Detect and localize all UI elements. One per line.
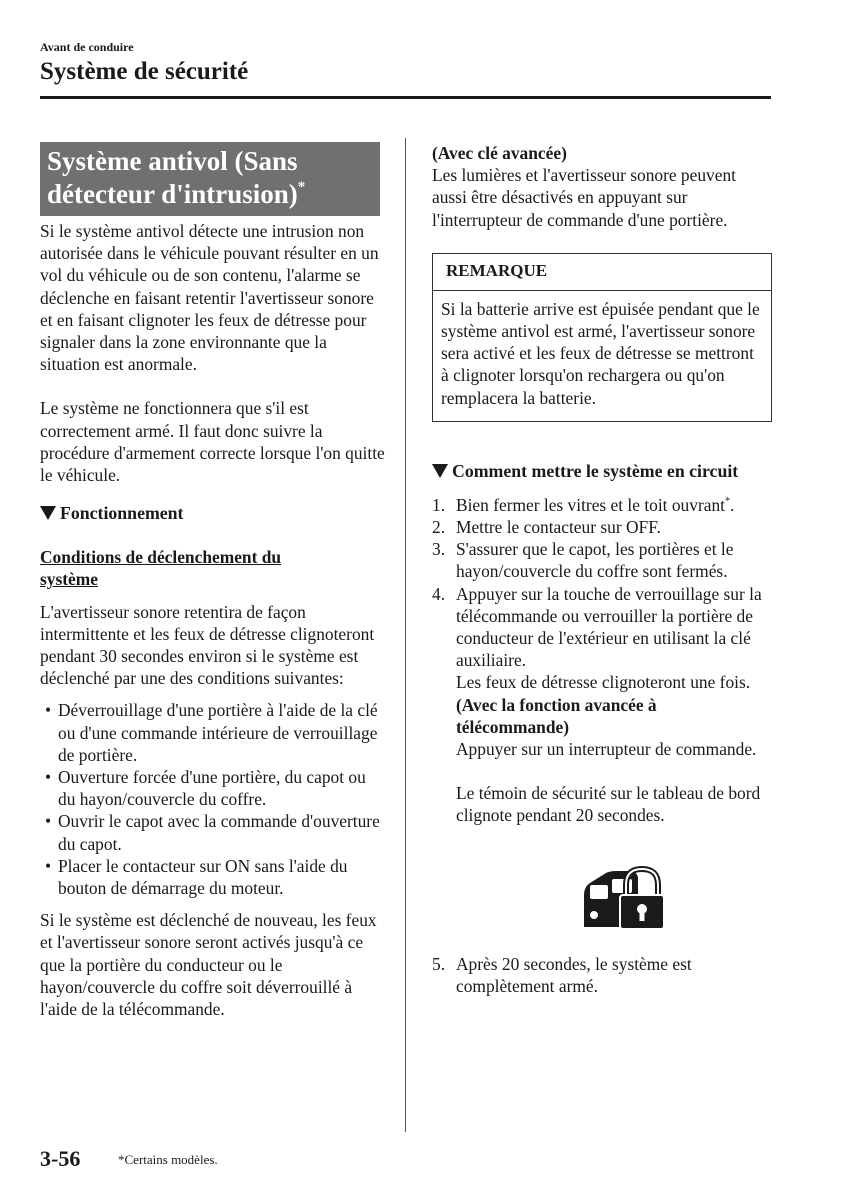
list-item (432, 494, 772, 516)
bullet-icon: • (45, 811, 52, 832)
step-text: Bien fermer les vitres et le toit ouvrant (456, 494, 725, 515)
list-item (432, 516, 772, 538)
page-number: 3-56 (40, 1146, 81, 1171)
trigger-conditions-heading: Conditions de déclenchement du système (40, 547, 282, 590)
advanced-key-heading: (Avec clé avancée) (432, 143, 567, 163)
step-advanced-heading: (Avec la fonction avancée à télécommande) (456, 694, 657, 737)
right-column (432, 142, 772, 997)
section-title: Système antivol (Sans détecteur d'intrusion) (47, 146, 298, 209)
security-indicator-icon (578, 865, 668, 933)
step-text-hazard: Les feux de détresse clignoteront une fois. (456, 672, 751, 693)
subheading-operation-label: Fonctionnement (60, 503, 184, 524)
trigger-list (40, 699, 385, 899)
trigger-paragraph: L'avertisseur sonore retentira de façon intermittente et les feux de détresse clignoteront pendant 30 secondes environ si le système est déclenché par une des conditions suivantes: (40, 601, 375, 689)
note-box (432, 253, 772, 422)
section-asterisk: * (297, 179, 306, 195)
subheading-operation (40, 502, 385, 524)
note-text: Si la batterie arrive est épuisée pendant que le système antivol est armé, l'avertisseur sonore sera activé et les feux de détresse se mettront à clignoter lorsqu'on rechargera ou qu'on remplacera la batterie. (441, 298, 760, 408)
section-title-box (40, 142, 380, 216)
step-number: 5. (432, 953, 446, 974)
step-number: 4. (432, 583, 446, 604)
list-item-text: Ouvrir le capot avec la commande d'ouverture du capot. (58, 811, 380, 854)
retrigger-paragraph: Si le système est déclenché de nouveau, les feux et l'avertisseur sonore seront activés jusqu'à ce que la portière du conducteur ou le hayon/couvercle du coffre soit déverrouillé à l'aide de la télécommande. (40, 910, 377, 1020)
subheading-arm (432, 460, 772, 482)
bullet-icon: • (45, 767, 52, 788)
list-item (40, 766, 385, 810)
armed-paragraph: Le système ne fonctionnera que s'il est correctement armé. Il faut donc suivre la procédure d'armement correcte lorsque l'on quitte le véhicule. (40, 398, 385, 486)
step-text: Après 20 secondes, le système est complètement armé. (456, 953, 692, 996)
step-number: 3. (432, 539, 446, 560)
header-divider (40, 96, 771, 99)
step-text-switch: Appuyer sur un interrupteur de commande. (456, 739, 757, 760)
step-number: 2. (432, 517, 446, 538)
list-item (40, 855, 385, 899)
list-item (40, 810, 385, 854)
chapter-label: Avant de conduire (40, 40, 134, 54)
list-item-text: Placer le contacteur sur ON sans l'aide du bouton de démarrage du moteur. (58, 855, 348, 899)
triangle-down-icon (432, 464, 448, 478)
step-asterisk: * (725, 495, 730, 507)
note-title: REMARQUE (433, 254, 771, 291)
triangle-down-icon (40, 506, 56, 520)
step-text: Appuyer sur la touche de verrouillage sur la télécommande ou verrouiller la portière de conducteur de l'extérieur en utilisant la clé auxiliaire. (456, 583, 762, 671)
footnote: *Certains modèles. (118, 1152, 218, 1167)
step-text: S'assurer que le capot, les portières et le hayon/couvercle du coffre sont fermés. (456, 539, 734, 582)
intro-paragraph: Si le système antivol détecte une intrusion non autorisée dans le véhicule pouvant résulter en un vol du véhicule ou de son contenu, l'alarme se déclenche en faisant retentir l'avertisseur sonore et en faisant clignoter les feux de détresse pour signaler dans la zone environnante que la situation est anormale. (40, 221, 379, 375)
left-column (40, 142, 385, 1020)
subheading-arm-label: Comment mettre le système en circuit (452, 460, 739, 481)
list-item (40, 699, 385, 766)
page-title: Système de sécurité (40, 58, 249, 85)
list-item (432, 953, 772, 997)
bullet-icon: • (45, 855, 52, 876)
arming-steps (432, 494, 772, 997)
step-text-indicator: Le témoin de sécurité sur le tableau de bord clignote pendant 20 secondes. (456, 783, 761, 826)
column-divider (405, 138, 406, 1132)
list-item (432, 538, 772, 582)
step-number: 1. (432, 494, 446, 515)
step-end: . (730, 494, 735, 515)
list-item-text: Déverrouillage d'une portière à l'aide de la clé ou d'une commande intérieure de verrouillage de portière. (58, 700, 378, 765)
list-item-text: Ouverture forcée d'une portière, du capot ou du hayon/couvercle du coffre. (58, 767, 366, 810)
step-text: Mettre le contacteur sur OFF. (456, 517, 661, 538)
advanced-key-paragraph: Les lumières et l'avertisseur sonore peuvent aussi être désactivés en appuyant sur l'interrupteur de commande d'une portière. (432, 165, 736, 230)
list-item (432, 583, 772, 933)
bullet-icon: • (45, 700, 52, 721)
